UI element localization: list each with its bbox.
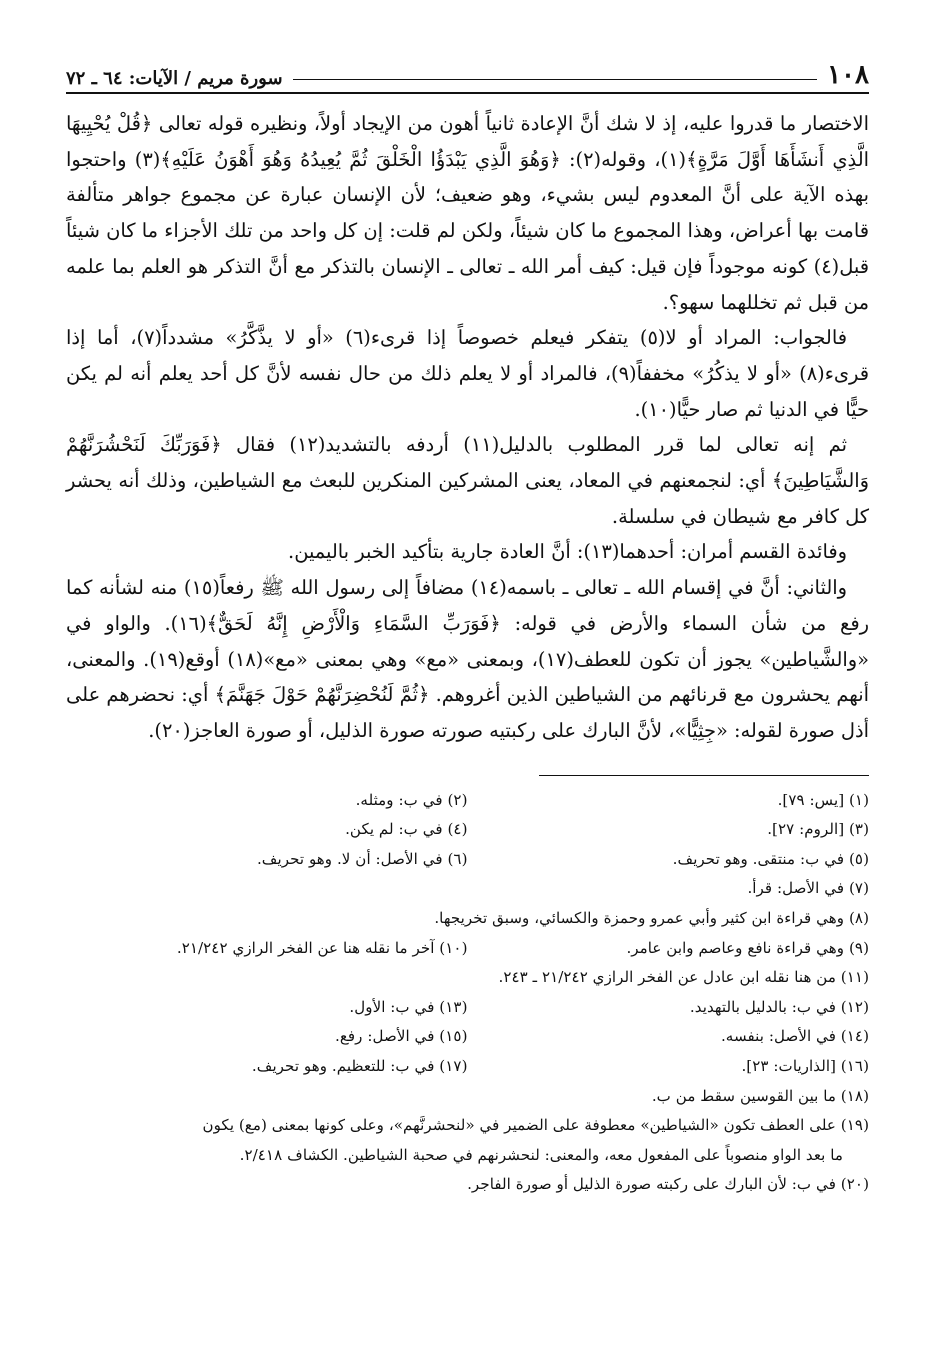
footnote-row bbox=[66, 815, 869, 845]
footnote: (٧) في الأصل: قرأ. bbox=[747, 879, 869, 898]
footnote-separator bbox=[539, 775, 869, 776]
footnote: (٣) [الروم: ٢٧]. bbox=[767, 820, 869, 839]
footnote-row bbox=[66, 1052, 869, 1082]
footnote-row bbox=[66, 963, 869, 993]
footnote: (١٩) على العطف تكون «الشياطين» معطوفة على الضمير في «لنحشرنَّهم»، وعلى كونها بمعنى (مع) يكون bbox=[202, 1116, 869, 1135]
footnote-continuation: ما بعد الواو منصوباً على المفعول معه، والمعنى: لنحشرنهم في صحبة الشياطين. الكشاف ٢/٤١٨. bbox=[239, 1145, 843, 1164]
footnote: (١٧) في ب: للتعظيم. وهو تحريف. bbox=[251, 1057, 468, 1075]
footnote: (١٣) في ب: الأول. bbox=[349, 997, 468, 1016]
paragraph: فالجواب: المراد أو لا(٥) يتفكر فيعلم خصوصاً إذا قرىء(٦) «أو لا يذَّكَّرُ» مشدداً(٧)، أما إذا قرىء(٨) «أو لا يذكُرُ» مخففاً(٩)، فالمراد أو لا يعلم ذلك من حال نفسه لأنَّ كل أحد يعلم أنه لم يكن حيًّا في الدنيا ثم صار حيًّا(١٠). bbox=[66, 326, 869, 421]
footnote: (١٨) ما بين القوسين سقط من ب. bbox=[651, 1086, 869, 1105]
footnote-row bbox=[66, 1170, 869, 1200]
footnote: (٩) وهي قراءة نافع وعاصم وابن عامر. bbox=[626, 938, 869, 957]
paragraph: والثاني: أنَّ في إقسام الله ـ تعالى ـ باسمه(١٤) مضافاً إلى رسول الله ﷺ رفعاً(١٥) منه لشأنه كما رفع من شأن السماء والأرض في قوله: ﴿فَوَرَبِّ السَّمَاءِ وَالْأَرْضِ إِنَّهُ لَحَقٌّ﴾(١٦). والواو في «والشَّياطين» يجوز أن تكون للعطف(١٧)، وبمعنى «مع» وهي بمعنى «مع»(١٨) أوقع(١٩). والمعنى، أنهم يحشرون مع قرنائهم من الشياطين الذين أغروهم. ﴿ثُمَّ لَنُحْضِرَنَّهُمْ حَوْلَ جَهَنَّمَ﴾ أي: نحضرهم على أذل صورة لقوله: «جِثِيًّا»، لأنَّ البارك على ركبتيه صورته صورة الذليل، أو صورة العاجز(٢٠). bbox=[66, 576, 870, 742]
footnote: (٨) وهي قراءة ابن كثير وأبي عمرو وحمزة والكسائي، وسبق تخريجها. bbox=[434, 909, 869, 928]
page-number: ١٠٨ bbox=[827, 60, 869, 90]
footnote-row bbox=[66, 786, 869, 816]
footnote: (٢٠) في ب: لأن البارك على ركبته صورة الذليل أو صورة الفاجر. bbox=[467, 1175, 869, 1194]
footnote-row bbox=[66, 993, 869, 1023]
footnote-row bbox=[66, 1111, 869, 1141]
footnote: (١٢) في ب: بالدليل بالتهديد. bbox=[689, 997, 869, 1016]
footnote: (١٤) في الأصل: بنفسه. bbox=[720, 1027, 869, 1046]
paragraph: وفائدة القسم أمران: أحدهما(١٣): أنَّ العادة جارية بتأكيد الخبر باليمين. bbox=[288, 540, 847, 564]
paragraph: الاختصار ما قدروا عليه، إذ لا شك أنَّ الإعادة ثانياً أهون من الإيجاد أولاً، ونظيره قوله تعالى ﴿قُلْ يُحْيِيهَا الَّذِي أَنشَأَهَا أَوَّلَ مَرَّةٍ﴾(١)، وقوله(٢): ﴿وَهُوَ الَّذِي يَبْدَؤُا الْخَلْقَ ثُمَّ يُعِيدُهُ وَهُوَ أَهْوَنُ عَلَيْهِ﴾(٣) واحتجوا بهذه الآية على أنَّ المعدوم ليس بشيء، وهو ضعيف؛ لأن الإنسان عبارة عن مجموع جواهر متألفة قامت بها أعراض، وهذا المجموع ما كان شيئاً، ولكن لم قلت: إن كل واحد من تلك الأجزاء ما كان شيئاً قبل(٤) كونه موجوداً فإن قيل: كيف أمر الله ـ تعالى ـ الإنسان بالتذكر مع أنَّ التذكر هو العلم بما علمه من قبل ثم تخللهما سهو؟. bbox=[66, 112, 870, 314]
book-page bbox=[66, 50, 869, 1200]
footnote: (١) [يس: ٧٩]. bbox=[777, 790, 869, 809]
footnote-row bbox=[66, 904, 869, 934]
running-title: سورة مريم / الآيات: ٦٤ ـ ٧٢ bbox=[66, 68, 283, 89]
paragraph: ثم إنه تعالى لما قرر المطلوب بالدليل(١١) أردفه بالتشديد(١٢) فقال ﴿فَوَرَبِّكَ لَنَحْشُرَنَّهُمْ وَالشَّيَاطِينَ﴾ أي: لنجمعنهم في المعاد، يعنى المشركين المنكرين للبعث مع الشياطين، وذلك أنه يحشر كل كافر مع شيطان في سلسلة. bbox=[66, 433, 869, 528]
footnote: (١٦) [الذاريات: ٢٣]. bbox=[741, 1057, 869, 1075]
footnote: (١١) من هنا نقله ابن عادل عن الفخر الرازي ٢١/٢٤٢ ـ ٢٤٣. bbox=[498, 968, 869, 987]
page-header bbox=[66, 50, 869, 94]
footnote: (٥) في ب: منتقى. وهو تحريف. bbox=[672, 849, 869, 868]
main-text bbox=[66, 106, 869, 749]
footnote-row bbox=[66, 1082, 869, 1112]
footnote-row bbox=[66, 845, 869, 875]
footnote: (١٥) في الأصل: رفع. bbox=[335, 1027, 468, 1046]
footnotes bbox=[66, 786, 869, 1200]
footnote: (٤) في ب: لم يكن. bbox=[345, 820, 468, 839]
header-rule bbox=[293, 79, 818, 80]
footnote: (١٠) آخر ما نقله هنا عن الفخر الرازي ٢١/٢٤٢. bbox=[176, 938, 468, 957]
footnote-row bbox=[66, 1141, 869, 1171]
footnote-row bbox=[66, 934, 869, 964]
footnote-row bbox=[66, 1022, 869, 1052]
footnote-row bbox=[66, 874, 869, 904]
footnote: (٢) في ب: ومثله. bbox=[355, 790, 468, 809]
footnote: (٦) في الأصل: أن لا. وهو تحريف. bbox=[256, 849, 468, 868]
